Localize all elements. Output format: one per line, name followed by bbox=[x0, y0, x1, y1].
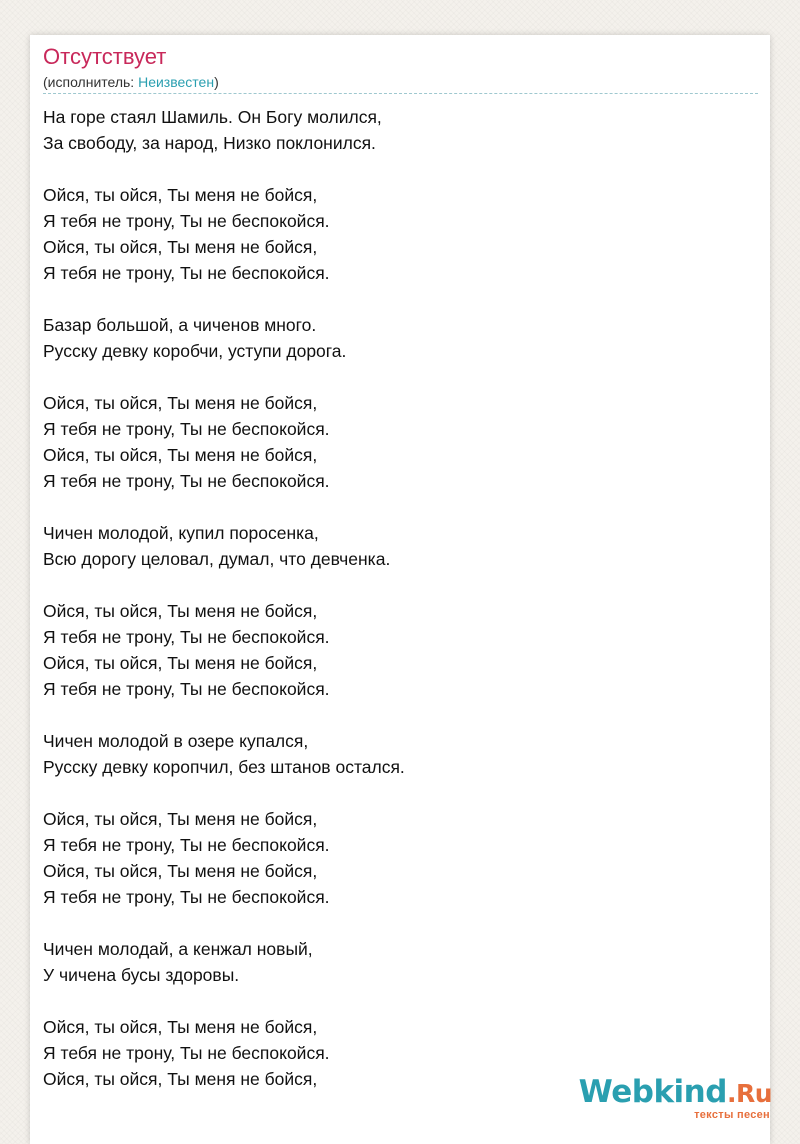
lyric-line: На горе стаял Шамиль. Он Богу молился, bbox=[43, 107, 382, 127]
lyric-line: Я тебя не трону, Ты не беспокойся. bbox=[43, 471, 330, 491]
lyric-line: Ойся, ты ойся, Ты меня не бойся, bbox=[43, 809, 318, 829]
logo-name: Webkind bbox=[578, 1074, 727, 1110]
divider bbox=[43, 93, 758, 94]
logo-wordmark bbox=[579, 1074, 772, 1112]
lyric-line: Чичен молодай, а кенжал новый, bbox=[43, 939, 313, 959]
webkind-logo bbox=[578, 1074, 772, 1122]
song-title: Отсутствует bbox=[43, 44, 167, 69]
lyric-line: Я тебя не трону, Ты не беспокойся. bbox=[43, 627, 330, 647]
lyric-line: Ойся, ты ойся, Ты меня не бойся, bbox=[43, 237, 318, 257]
logo-tld: .Ru bbox=[726, 1079, 772, 1108]
lyric-line: Ойся, ты ойся, Ты меня не бойся, bbox=[43, 393, 318, 413]
lyric-line: Я тебя не трону, Ты не беспокойся. bbox=[43, 1043, 330, 1063]
artist-prefix: (исполнитель: bbox=[43, 74, 139, 90]
lyric-line: Всю дорогу целовал, думал, что девченка. bbox=[43, 549, 391, 569]
lyric-line: За свободу, за народ, Низко поклонился. bbox=[43, 133, 376, 153]
lyrics-sheet bbox=[30, 35, 770, 1144]
lyric-line: Я тебя не трону, Ты не беспокойся. bbox=[43, 887, 330, 907]
lyric-line: Я тебя не трону, Ты не беспокойся. bbox=[43, 211, 330, 231]
artist-line bbox=[43, 73, 219, 91]
stanza bbox=[43, 520, 758, 572]
lyric-line: Ойся, ты ойся, Ты меня не бойся, bbox=[43, 1069, 318, 1089]
lyric-line: Ойся, ты ойся, Ты меня не бойся, bbox=[43, 445, 318, 465]
stanza bbox=[43, 598, 758, 702]
stanza bbox=[43, 728, 758, 780]
lyric-line: Ойся, ты ойся, Ты меня не бойся, bbox=[43, 861, 318, 881]
stanza bbox=[43, 182, 758, 286]
stanza bbox=[43, 806, 758, 910]
lyric-line: Я тебя не трону, Ты не беспокойся. bbox=[43, 419, 330, 439]
lyric-line: Ойся, ты ойся, Ты меня не бойся, bbox=[43, 185, 318, 205]
artist-suffix: ) bbox=[214, 74, 219, 90]
lyric-line: Ойся, ты ойся, Ты меня не бойся, bbox=[43, 601, 318, 621]
stanza bbox=[43, 104, 758, 156]
lyric-line: Ойся, ты ойся, Ты меня не бойся, bbox=[43, 653, 318, 673]
lyric-line: Чичен молодой в озере купался, bbox=[43, 731, 309, 751]
lyric-line: Базар большой, а чиченов много. bbox=[43, 315, 317, 335]
lyric-line: Я тебя не трону, Ты не беспокойся. bbox=[43, 263, 330, 283]
lyric-line: У чичена бусы здоровы. bbox=[43, 965, 240, 985]
lyric-line: Русску девку коропчил, без штанов остался. bbox=[43, 757, 405, 777]
lyric-line: Чичен молодой, купил поросенка, bbox=[43, 523, 319, 543]
stanza bbox=[43, 390, 758, 494]
stanza bbox=[43, 936, 758, 988]
artist-link[interactable]: Неизвестен bbox=[138, 74, 215, 90]
lyric-line: Русску девку коробчи, уступи дорога. bbox=[43, 341, 347, 361]
lyric-line: Я тебя не трону, Ты не беспокойся. bbox=[43, 679, 330, 699]
stanza bbox=[43, 312, 758, 364]
logo-tagline: тексты песен bbox=[694, 1109, 770, 1121]
lyrics-body bbox=[43, 104, 758, 1118]
lyric-line: Ойся, ты ойся, Ты меня не бойся, bbox=[43, 1017, 318, 1037]
lyric-line: Я тебя не трону, Ты не беспокойся. bbox=[43, 835, 330, 855]
